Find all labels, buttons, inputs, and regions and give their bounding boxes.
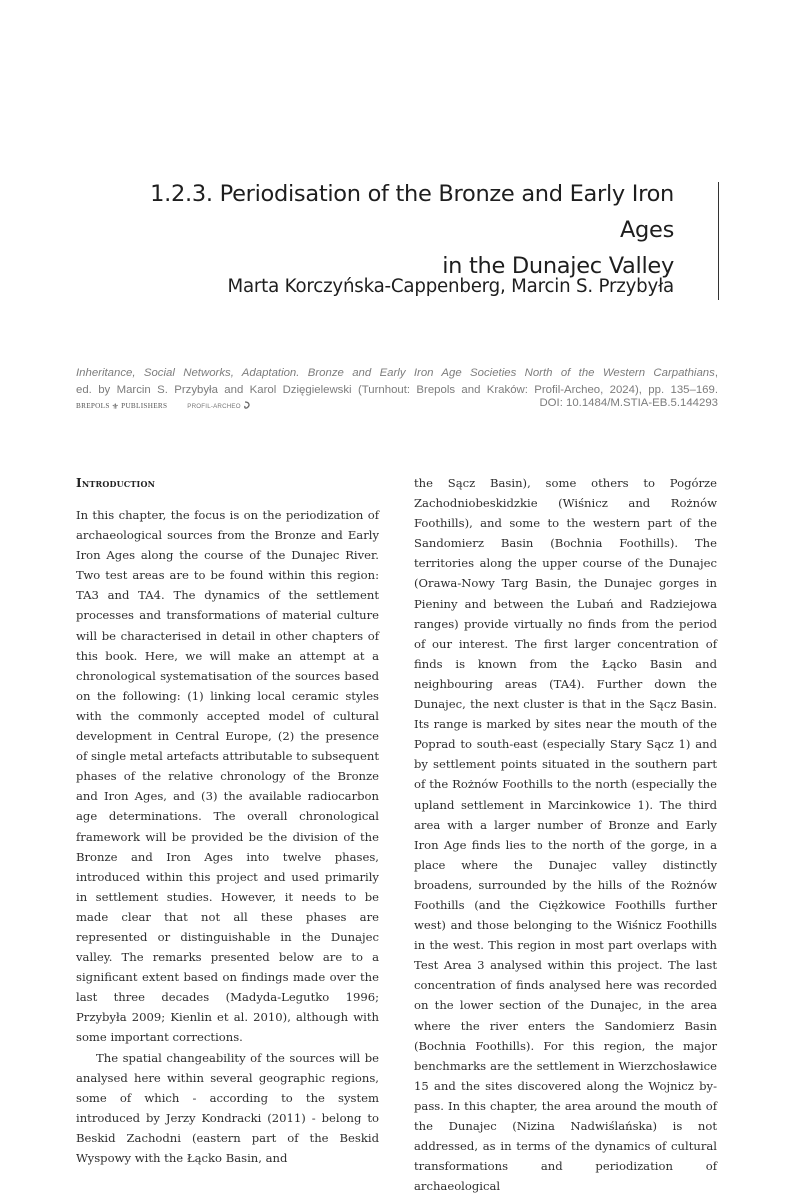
chapter-title-line-2: in the Dunajec Valley (442, 253, 674, 279)
brepols-logo-left: BREPOLS (76, 402, 110, 410)
paragraph-2: The spatial changeability of the sources will be analysed here within several geographic regions, some of which - according to the system introduced by Jerzy Kondracki (2011) - belong to Beskid Zachodni (eastern part of the Beskid Wyspowy with the Łącko Basin, and (76, 1050, 379, 1165)
profil-archeo-logo-text: PROFIL-ARCHEO (187, 402, 241, 410)
book-title: Inheritance, Social Networks, Adaptation. Bronze and Early Iron Age Societies North of the Western Carpathians (76, 367, 715, 379)
brepols-emblem-icon: ⚜ (111, 401, 120, 411)
chapter-authors: Marta Korczyńska-Cappenberg, Marcin S. Przybyła (227, 276, 674, 297)
chapter-title-line-1: 1.2.3. Periodisation of the Bronze and Early Iron Ages (150, 181, 674, 243)
citation-editors-line: ed. by Marcin S. Przybyła and Karol Dzięgielewski (Turnhout: Brepols and Kraków: Profil-Archeo, 2024), pp. 135–169. (76, 384, 718, 396)
publisher-logos (76, 401, 251, 411)
brepols-logo-right: PUBLISHERS (121, 402, 168, 410)
profil-archeo-logo (187, 401, 250, 411)
citation-comma: , (714, 367, 718, 379)
doi-link[interactable]: DOI: 10.1484/M.STIA-EB.5.144293 (539, 397, 718, 409)
title-vertical-rule (718, 182, 719, 300)
text-column-left (76, 473, 379, 1168)
chapter-title (100, 176, 674, 284)
section-heading-introduction: Introduction (76, 476, 156, 490)
book-citation (76, 365, 718, 399)
profil-archeo-swirl-icon (243, 401, 251, 411)
paragraph-2-continued: the Sącz Basin), some others to Pogórze Zachodniobeskidzkie (Wiśnicz and Rożnów Foothills), and some to the western part of the Sandomierz Basin (Bochnia Foothills). The territories along the upper course of the Dunajec (Orawa-Nowy Targ Basin, the Dunajec gorges in Pieniny and between the Lubań and Radziejowa ranges) provide virtually no finds from the period of our interest. The first larger concentration of finds is known from the Łącko Basin and neighbouring areas (TA4). Further down the Dunajec, the next cluster is that in the Sącz Basin. Its range is marked by sites near the mouth of the Poprad to south-east (especially Stary Sącz 1) and by settlement points situated in the southern part of the Rożnów Foothills to the north (especially the upland settlement in Marcinkowice 1). The third area with a larger number of Bronze and Early Iron Age finds lies to the north of the gorge, in a place where the Dunajec valley distinctly broadens, surrounded by the hills of the Rożnów Foothills (and the Ciężkowice Foothills further west) and those belonging to the Wiśnicz Foothills in the west. This region in most part overlaps with Test Area 3 analysed within this project. The last concentration of finds analysed here was recorded on the lower section of the Dunajec, in the area where the river enters the Sandomierz Basin (Bochnia Foothills). For this region, the major benchmarks are the settlement in Wierzchosławice 15 and the sites discovered along the Wojnicz by-pass. In this chapter, the area around the mouth of the Dunajec (Nizina Nadwiślańska) is not addressed, as in terms of the dynamics of cultural transformations and periodization of archaeological (414, 476, 717, 1194)
text-column-right (414, 473, 717, 1196)
paragraph-1: In this chapter, the focus is on the periodization of archaeological sources from the Bronze and Early Iron Ages along the course of the Dunajec River. Two test areas are to be found within this region: TA3 and TA4. The dynamics of the settlement processes and transformations of material culture will be characterised in detail in other chapters of this book. Here, we will make an attempt at a chronological systematisation of the sources based on the following: (1) linking local ceramic styles with the commonly accepted model of cultural development in Central Europe, (2) the presence of single metal artefacts attributable to subsequent phases of the relative chronology of the Bronze and Iron Ages, and (3) the available radiocarbon age determinations. The overall chronological framework will be provided be the division of the Bronze and Iron Ages into twelve phases, introduced within this project and used primarily in settlement studies. However, it needs to be made clear that not all these phases are represented or distinguishable in the Dunajec valley. The remarks presented below are to a significant extent based on findings made over the last three decades (Madyda-Legutko 1996; Przybyła 2009; Kienlin et al. 2010), although with some important corrections. (76, 508, 380, 1045)
